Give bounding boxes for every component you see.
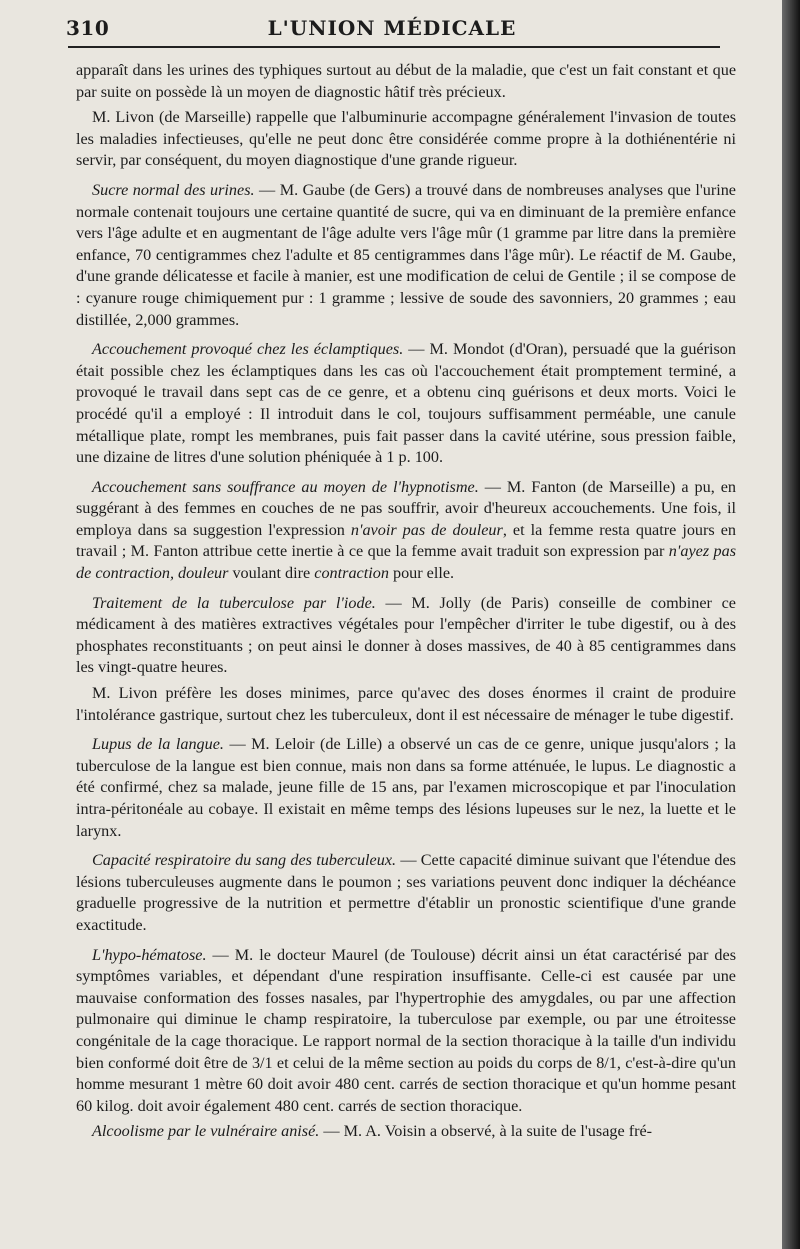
paragraph-lupus-langue	[76, 734, 736, 842]
paragraph-capacite-respiratoire	[76, 850, 736, 936]
paragraph-text: — M. Fanton (de Marseille) a pu, en suggérant à des femmes en couches de ne pas souffrir, avoir d'heureux accouchements. Une fois, il employa dans sa suggestion l'expression	[76, 477, 736, 539]
paragraph-text: — M. Jolly (de Paris) conseille de combiner ce médicament à des matières extractives végétales pour l'empêcher d'irriter le tube digestif, ou à des phosphates reconstituants ; on peut ainsi le donner à doses massives, de 40 à 85 centigrammes dans les vingt-quatre heures.	[76, 593, 736, 677]
paragraph-text: apparaît dans les urines des typhiques surtout au début de la maladie, que c'est un fait constant et que par suite on possède là un moyen de diagnostic hâtif très précieux.	[76, 61, 736, 101]
paragraph-livon-doses	[76, 683, 736, 726]
paragraph-livon-albuminurie	[76, 107, 736, 172]
section-title: Sucre normal des urines.	[92, 180, 255, 199]
paragraph-text: M. Livon préfère les doses minimes, parce qu'avec des doses énormes il craint de produire l'intolérance gastrique, surtout chez les tuberculeux, dont il est nécessaire de ménager le tube digestif.	[76, 684, 736, 724]
paragraph-text: — M. le docteur Maurel (de Toulouse) décrit ainsi un état caractérisé par des symptômes variables, et dépendant d'une respiration insuffisante. Celle-ci est causée par une mauvaise conformation des fosses nasales, par l'hypertrophie des amygdales, ou par une affection pulmonaire qui diminue le champ respiratoire, la tuberculose par exemple, ou par une étroitesse congénitale de la cage thoracique. Le rapport normal de la section thoracique à la taille d'un individu bien conformé doit être de 3/1 et celui de la même section au poids du corps de 8/1, c'est-à-dire qu'un homme mesurant 1 mètre 60 doit avoir 480 cent. carrés de section thoracique et qu'un homme pesant 60 kilog. doit avoir également 480 cent. carrés de section thoracique.	[76, 945, 736, 1115]
running-title: L'UNION MÉDICALE	[267, 16, 517, 40]
scan-edge	[782, 0, 800, 1249]
paragraph-tuberculose-iode	[76, 593, 736, 679]
page-header	[62, 14, 722, 42]
paragraph-hypo-hematose	[76, 945, 736, 1118]
article-body	[76, 60, 736, 1151]
paragraph-continuation	[76, 60, 736, 103]
section-title: L'hypo-hématose.	[92, 945, 207, 964]
paragraph-text: voulant dire	[228, 564, 315, 583]
paragraph-accouchement-provoque	[76, 339, 736, 469]
paragraph-text: — M. A. Voisin a observé, à la suite de l'usage fré-	[319, 1122, 653, 1141]
section-title: Alcoolisme par le vulnéraire anisé.	[92, 1122, 320, 1141]
section-title: Accouchement provoqué chez les éclamptiques.	[92, 340, 404, 359]
italic-phrase: n'ayez pas de contraction, douleur	[76, 542, 736, 583]
italic-phrase: contraction	[314, 564, 389, 583]
paragraph-sucre-normal	[76, 180, 736, 331]
paragraph-text: — Cette capacité diminue suivant que l'étendue des lésions tuberculeuses augmente dans le poumon ; ses variations peuvent donc indiquer la déchéance graduelle progressive de la nutrition et permettre d'établir un pronostic scientifique d'une grande exactitude.	[76, 851, 736, 934]
paragraph-text: pour elle.	[388, 564, 455, 583]
section-title: Lupus de la langue.	[92, 735, 224, 754]
paragraph-text: — M. Gaube (de Gers) a trouvé dans de nombreuses analyses que l'urine normale contenait toujours une certaine quantité de sucre, qui va en diminuant de la première enfance vers l'âge adulte et en augmentant de l'âge adulte vers l'âge mûr (1 gramme par litre dans la première enfance, 70 centigrammes chez l'adulte et 85 centigrammes dans l'âge mûr). Le réactif de M. Gaube, d'une grande délicatesse et facile à manier, est une modification de celui de Gentile ; il se compose de : cyanure rouge chimiquement pur : 1 gramme ; lessive de soude des savonniers, 20 grammes ; eau distillée, 2,000 grammes.	[76, 180, 736, 329]
paragraph-text: M. Livon (de Marseille) rappelle que l'albuminurie accompagne généralement l'invasion de toutes les maladies infectieuses, qu'elle ne peut donc être considérée comme propre à la dothiénentérie ni servir, par conséquent, du moyen diagnostique d'une grande rigueur.	[76, 108, 736, 170]
paragraph-text: — M. Leloir (de Lille) a observé un cas de ce genre, unique jusqu'alors ; la tuberculose de la langue est bien connue, mais non dans sa forme atténuée, le lupus. Le diagnostic a été confirmé, chez sa malade, jeune fille de 15 ans, par l'examen microscopique et par l'inoculation intra-péritonéale au cobaye. Il existait en même temps des lésions lupeuses sur le nez, la luette et le larynx.	[76, 735, 736, 840]
paragraph-text: — M. Mondot (d'Oran), persuadé que la guérison était possible chez les éclamptiques dans les cas où l'accouchement était promptement terminé, a provoqué le travail dans sept cas de ce genre, et a obtenu cinq guérisons et deux morts. Voici le procédé qu'il a employé : Il introduit dans le col, toujours suffisamment perméable, une canule métallique plate, rompt les membranes, puis fait passer dans la cavité utérine, sous pression faible, une dizaine de litres d'une solution phéniquée à 1 p. 100.	[76, 340, 736, 467]
section-title: Capacité respiratoire du sang des tuberculeux.	[92, 851, 397, 870]
header-rule	[68, 46, 720, 48]
section-title: Accouchement sans souffrance au moyen de l'hypnotisme.	[92, 477, 479, 496]
paragraph-hypnotisme	[76, 477, 736, 585]
section-title: Traitement de la tuberculose par l'iode.	[92, 593, 376, 612]
paragraph-text: , et la femme resta quatre jours en travail ; M. Fanton attribue cette inertie à ce que la femme avait traduit son expression par	[76, 520, 736, 561]
paragraph-alcoolisme	[76, 1121, 736, 1143]
page-number: 310	[66, 16, 110, 40]
italic-phrase: n'avoir pas de douleur	[350, 520, 503, 539]
